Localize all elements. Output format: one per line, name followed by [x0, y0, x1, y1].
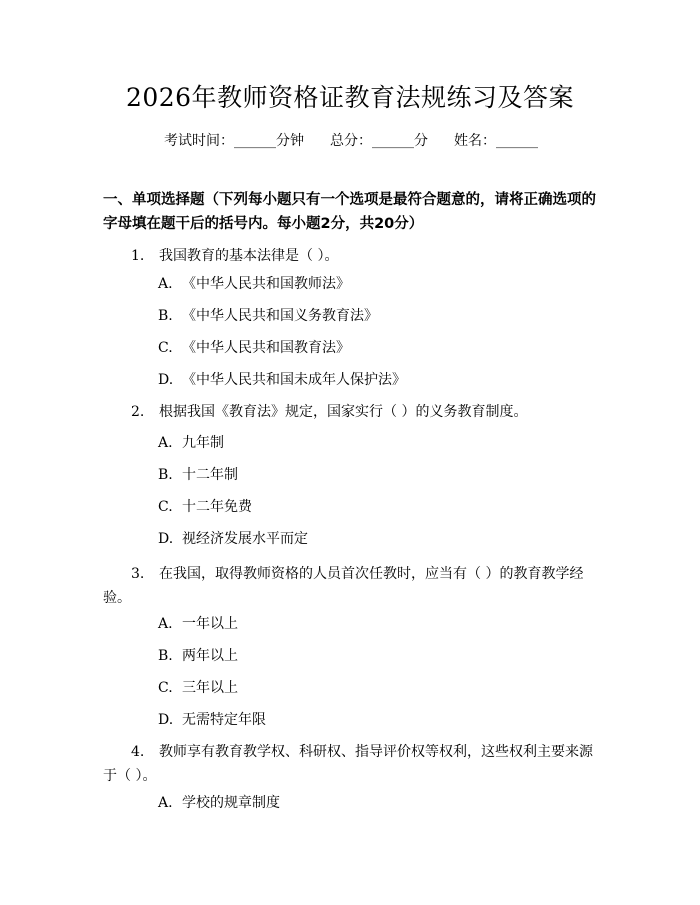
document-title: 2026年教师资格证教育法规练习及答案 — [125, 83, 575, 112]
option-text: 十二年免费 — [182, 499, 252, 515]
option-text: 一年以上 — [182, 616, 238, 632]
question-3-option-b — [158, 645, 238, 667]
option-letter: A. — [158, 795, 173, 811]
question-3-option-a — [158, 613, 238, 635]
question-number: 1. — [131, 248, 145, 264]
total-score-field: 总分：______分 — [330, 133, 428, 149]
question-3-option-d — [158, 709, 266, 731]
option-text: 无需特定年限 — [182, 712, 266, 728]
option-text: 《中华人民共和国教育法》 — [182, 340, 350, 356]
question-1-option-d — [158, 369, 406, 391]
option-text: 视经济发展水平而定 — [182, 531, 308, 547]
option-letter: C. — [158, 680, 173, 696]
option-letter: A. — [158, 435, 173, 451]
question-1 — [103, 244, 603, 268]
question-1-option-a — [158, 273, 350, 295]
option-letter: C. — [158, 340, 173, 356]
option-text: 两年以上 — [182, 648, 238, 664]
question-4-option-a — [158, 792, 280, 814]
option-text: 三年以上 — [182, 680, 238, 696]
option-letter: D. — [158, 712, 174, 728]
option-text: 十二年制 — [182, 467, 238, 483]
option-letter: B. — [158, 308, 173, 324]
section-heading: 一、单项选择题（下列每小题只有一个选项是最符合题意的，请将正确选项的字母填在题干后的括号内。每小题2分，共20分） — [103, 192, 596, 232]
question-number: 2. — [131, 404, 145, 420]
question-2-option-b — [158, 464, 238, 486]
option-text: 学校的规章制度 — [182, 795, 280, 811]
exam-time-field: 考试时间：______分钟 — [164, 133, 304, 149]
question-1-option-b — [158, 305, 378, 327]
name-field: 姓名：______ — [454, 133, 538, 149]
question-2-option-d — [158, 528, 308, 550]
question-stem: 在我国，取得教师资格的人员首次任教时，应当有（ ）的教育教学经验。 — [103, 566, 584, 606]
question-3 — [103, 562, 603, 610]
option-letter: A. — [158, 616, 173, 632]
option-text: 九年制 — [182, 435, 224, 451]
option-letter: A. — [158, 276, 173, 292]
question-3-option-c — [158, 677, 238, 699]
question-1-option-c — [158, 337, 350, 359]
option-letter: B. — [158, 648, 173, 664]
option-text: 《中华人民共和国教师法》 — [182, 276, 350, 292]
option-letter: C. — [158, 499, 173, 515]
question-stem: 我国教育的基本法律是（ ）。 — [159, 248, 339, 264]
option-text: 《中华人民共和国义务教育法》 — [182, 308, 378, 324]
option-letter: D. — [158, 531, 174, 547]
question-2-option-a — [158, 432, 224, 454]
question-2 — [103, 400, 603, 424]
option-text: 《中华人民共和国未成年人保护法》 — [182, 372, 406, 388]
question-number: 3. — [131, 566, 145, 582]
question-stem: 根据我国《教育法》规定，国家实行（ ）的义务教育制度。 — [159, 404, 528, 420]
question-number: 4. — [131, 744, 145, 760]
option-letter: B. — [158, 467, 173, 483]
question-2-option-c — [158, 496, 252, 518]
question-4 — [103, 740, 603, 788]
question-stem: 教师享有教育教学权、科研权、指导评价权等权利，这些权利主要来源于（ ）。 — [103, 744, 593, 784]
option-letter: D. — [158, 372, 174, 388]
